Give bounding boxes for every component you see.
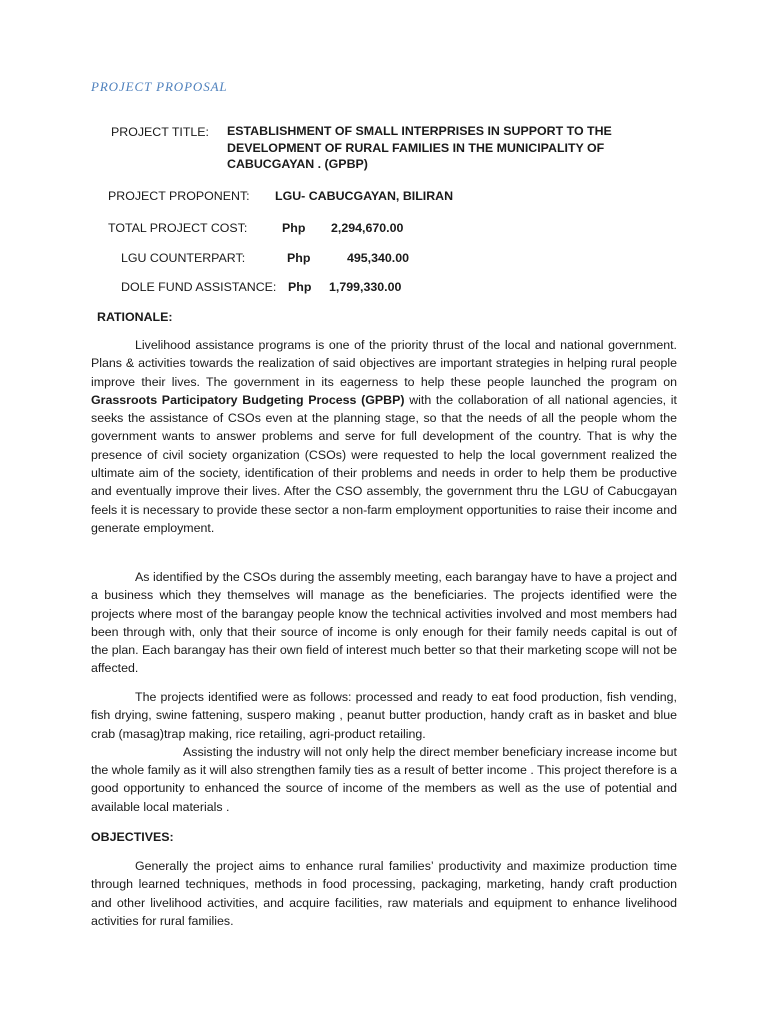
dole-fund-label: DOLE FUND ASSISTANCE: <box>121 280 277 294</box>
rationale-p1-end: with the collaboration of all national agencies, it seeks the assistance of CSOs even at the planning stage, so that the needs of all the people whom the government wants to answer problems and serve for full development of the country. That is why the presence of civil society organization (CSOs) were requested to help the local government realized the ultimate aim of the society, identification of their problems and needs in order to help them be productive and eventually improve their lives. After the CSO assembly, the government thru the LGU of Cabucgayan feels it is necessary to provide these sector a non-farm employment opportunities to raise their income and generate employment. <box>91 392 677 535</box>
objectives-paragraph <box>91 857 677 930</box>
lgu-counterpart-value: 495,340.00 <box>347 251 410 265</box>
dole-fund-currency: Php <box>288 280 312 294</box>
page-heading: PROJECT PROPOSAL <box>91 79 228 94</box>
rationale-p2-text: As identified by the CSOs during the assembly meeting, each barangay have to have a project and a business which they themselves will manage as the beneficiaries. The projects identified were the projects where most of the barangay people know the technical activities involved and most members had been through with, only that their source of income is only enough for their family needs capital is out of the plan. Each barangay has their own field of interest much better so that their marketing scope will not be affected. <box>91 570 677 676</box>
rationale-paragraph-3 <box>91 688 677 816</box>
gpbp-program-name: Grassroots Participatory Budgeting Process (GPBP) <box>91 392 405 407</box>
project-proponent-label: PROJECT PROPONENT: <box>108 189 250 203</box>
rationale-p1-start: Livelihood assistance programs is one of the priority thrust of the local and national government. Plans & activities towards the realization of said objectives are important strategies in helping rural people improve their lives. The government in its eagerness to help these people launched the program on <box>91 338 677 389</box>
rationale-paragraph-1 <box>91 336 677 537</box>
rationale-heading: RATIONALE: <box>97 310 173 324</box>
objectives-text: Generally the project aims to enhance rural families’ productivity and maximize production time through learned techniques, methods in food processing, packaging, marketing, handy craft production and other livelihood activities, and acquire facilities, raw materials and equipment to enhance livelihood activities for rural families. <box>91 859 677 928</box>
objectives-heading: OBJECTIVES: <box>91 830 174 844</box>
rationale-paragraph-2 <box>91 568 677 678</box>
lgu-counterpart-currency: Php <box>287 251 311 265</box>
total-cost-currency: Php <box>282 221 306 235</box>
project-title-value: ESTABLISHMENT OF SMALL INTERPRISES IN SUPPORT TO THE DEVELOPMENT OF RURAL FAMILIES IN THE MUNICIPALITY OF CABUCGAYAN . (GPBP) <box>227 124 612 171</box>
rationale-p3-projects: The projects identified were as follows: processed and ready to eat food production, fish vending, fish drying, swine fattening, suspero making , peanut butter production, handy craft as in basket and blue crab (masag)trap making, rice retailing, agri-product retailing. <box>91 690 677 741</box>
total-cost-label: TOTAL PROJECT COST: <box>108 221 248 235</box>
project-title-label: PROJECT TITLE: <box>111 125 209 139</box>
project-proponent-value: LGU- CABUCGAYAN, BILIRAN <box>275 189 454 203</box>
total-cost-value: 2,294,670.00 <box>331 221 404 235</box>
dole-fund-value: 1,799,330.00 <box>329 280 402 294</box>
rationale-p3-industry: Assisting the industry will not only help the direct member beneficiary increase income but the whole family as it will also strengthen family ties as a result of better income . This project therefore is a good opportunity to enhanced the source of income of the members as well as the use of potential and available local materials . <box>91 744 677 814</box>
lgu-counterpart-label: LGU COUNTERPART: <box>121 251 246 265</box>
